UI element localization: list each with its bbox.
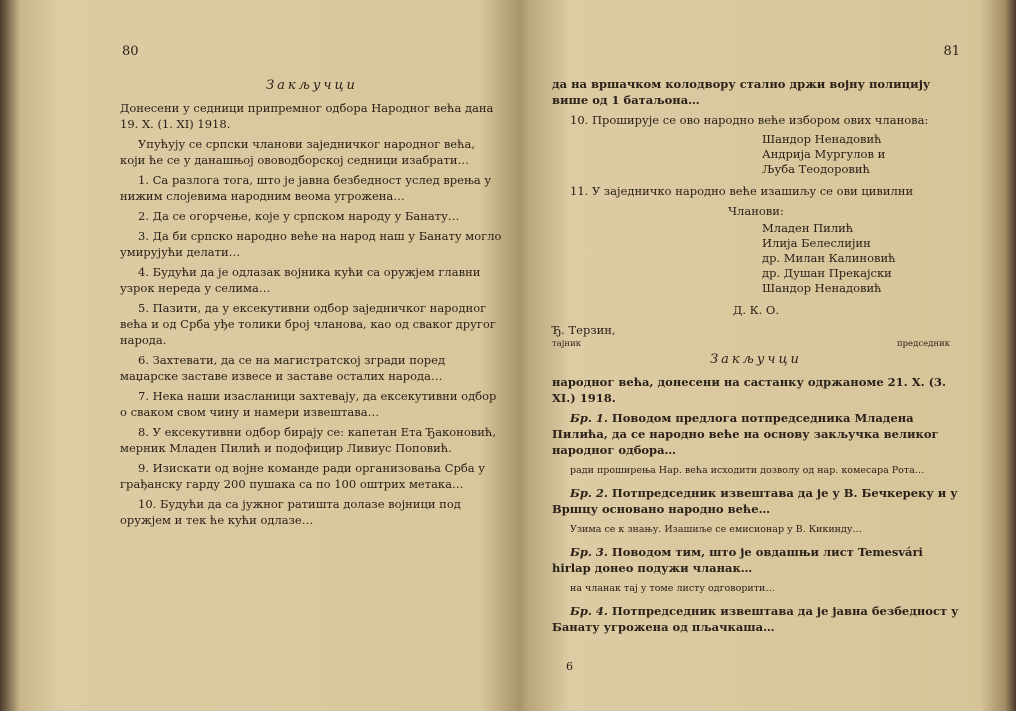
left-paragraph: Упућују се српски чланови заједничког народног већа, који ће се у данашњој ововодборској седници изабрати… <box>120 137 476 167</box>
left-paragraph: 1. Са разлога тога, што је јавна безбедност услед врења у нижим слојевима народним веома угрожена… <box>120 173 492 203</box>
left-paragraph: 8. У ексекутивни одбор бирају се: капетан Ета Ђаконовић, мерник Младен Пилић и подофицир Ливиус Поповић. <box>120 425 496 455</box>
right-heading: Закључци <box>710 352 802 367</box>
right-paragraph: 10. Проширује се ово народно веће избором ових чланова: <box>570 113 929 127</box>
dko-mark: Д. К. О. <box>733 303 779 317</box>
members-list-2 <box>762 221 960 296</box>
left-paragraph: 9. Изискати од војне команде ради организовања Срба у грађанску гарду 200 пушака са по 100 оштрих метака… <box>120 461 486 491</box>
left-paragraph: Донесени у седници припремног одбора Народног већа дана 19. Х. (1. XI) 1918. <box>120 101 494 131</box>
item-note: Узима се к знању. Изашиље се емисионар у В. Кикинду… <box>570 524 862 535</box>
page-number-left: 80 <box>122 44 139 59</box>
item-label: Бр. 3. <box>570 545 608 559</box>
role-secretary: тајник <box>552 339 582 349</box>
left-paragraph: 10. Будући да са јужног ратишта долазе војници под оружјем и тек ће кући одлазе… <box>120 497 461 527</box>
item-label: Бр. 2. <box>570 486 608 500</box>
right-paragraph: да на вршачком колодвору стално држи војну полицију више од 1 батаљона… <box>552 77 931 107</box>
right-page-body <box>552 76 960 639</box>
item-note: на чланак тај у томе листу одговорити… <box>570 583 775 594</box>
resolution-item <box>552 603 960 635</box>
member-name: Илија Белеслијин <box>762 236 871 250</box>
page-number-right: 81 <box>943 44 960 59</box>
member-name: Андрија Мургулов и <box>762 147 886 161</box>
resolution-item <box>552 410 960 458</box>
left-page-body <box>120 78 504 532</box>
member-name: Љуба Теодоровић <box>762 162 870 176</box>
left-paragraph: 6. Захтевати, да се на магистратској згради поред маџарске заставе извесе и заставе осталих народа… <box>120 353 446 383</box>
left-paragraph: 7. Нека наши изасланици захтевају, да ексекутивни одбор о сваком свом чину и намери извештава… <box>120 389 497 419</box>
left-heading: Закључци <box>266 78 358 93</box>
signature-roles <box>552 336 960 352</box>
left-paragraph: 5. Пазити, да у ексекутивни одбор заједничког народног већа и од Срба уђе толики број чланова, као од свакоr другог народа. <box>120 301 496 347</box>
right-subheading: народног већа, донесени на састанку одржаноме 21. X. (3. XI.) 1918. <box>552 375 947 405</box>
member-name: Шандор Ненадовић <box>762 132 882 146</box>
members-list-1 <box>762 132 960 177</box>
resolution-item <box>552 485 960 517</box>
footer-signature-number: 6 <box>566 660 573 673</box>
right-paragraph: 11. У заједничко народно веће изашиљу се ови цивилни <box>570 184 914 198</box>
resolution-item <box>552 544 960 576</box>
left-paragraph: 3. Да би српско народно веће на народ наш у Банату могло умирујући делати… <box>120 229 502 259</box>
item-label: Бр. 1. <box>570 411 608 425</box>
role-president: председник <box>896 339 950 349</box>
member-name: др. Душан Прекајски <box>762 266 892 280</box>
item-note: ради проширења Нар. већа исходити дозволу од нар. комесара Рота… <box>570 465 925 476</box>
item-text: Потпредседник извештава да је у В. Бечкереку и у Вршцу основано народно веће… <box>552 486 958 516</box>
left-page <box>22 0 516 711</box>
member-name: др. Милан Калиновић <box>762 251 896 265</box>
right-page <box>530 0 1000 711</box>
members-label: Чланови: <box>728 204 784 218</box>
left-paragraph: 2. Да се огорчење, које у српском народу у Банату… <box>138 209 460 223</box>
member-name: Младен Пилић <box>762 221 854 235</box>
item-text: Поводом тим, што је овдашњи лист Temesvári hirlap донео подужи чланак… <box>552 545 923 575</box>
signature-left: Ђ. Терзин, <box>552 323 616 337</box>
left-paragraph: 4. Будући да је одлазак војника кући са оружјем главни узрок нереда у селима… <box>120 265 481 295</box>
item-text: Поводом предлога потпредседника Младена Пилића, да се народно веће на основу закључка великог народног одбора… <box>552 411 939 457</box>
item-label: Бр. 4. <box>570 604 608 618</box>
item-text: Потпредседник извештава да је јавна безбедност у Банату угрожена од пљачкаша… <box>552 604 959 634</box>
member-name: Шандор Ненадовић <box>762 281 882 295</box>
